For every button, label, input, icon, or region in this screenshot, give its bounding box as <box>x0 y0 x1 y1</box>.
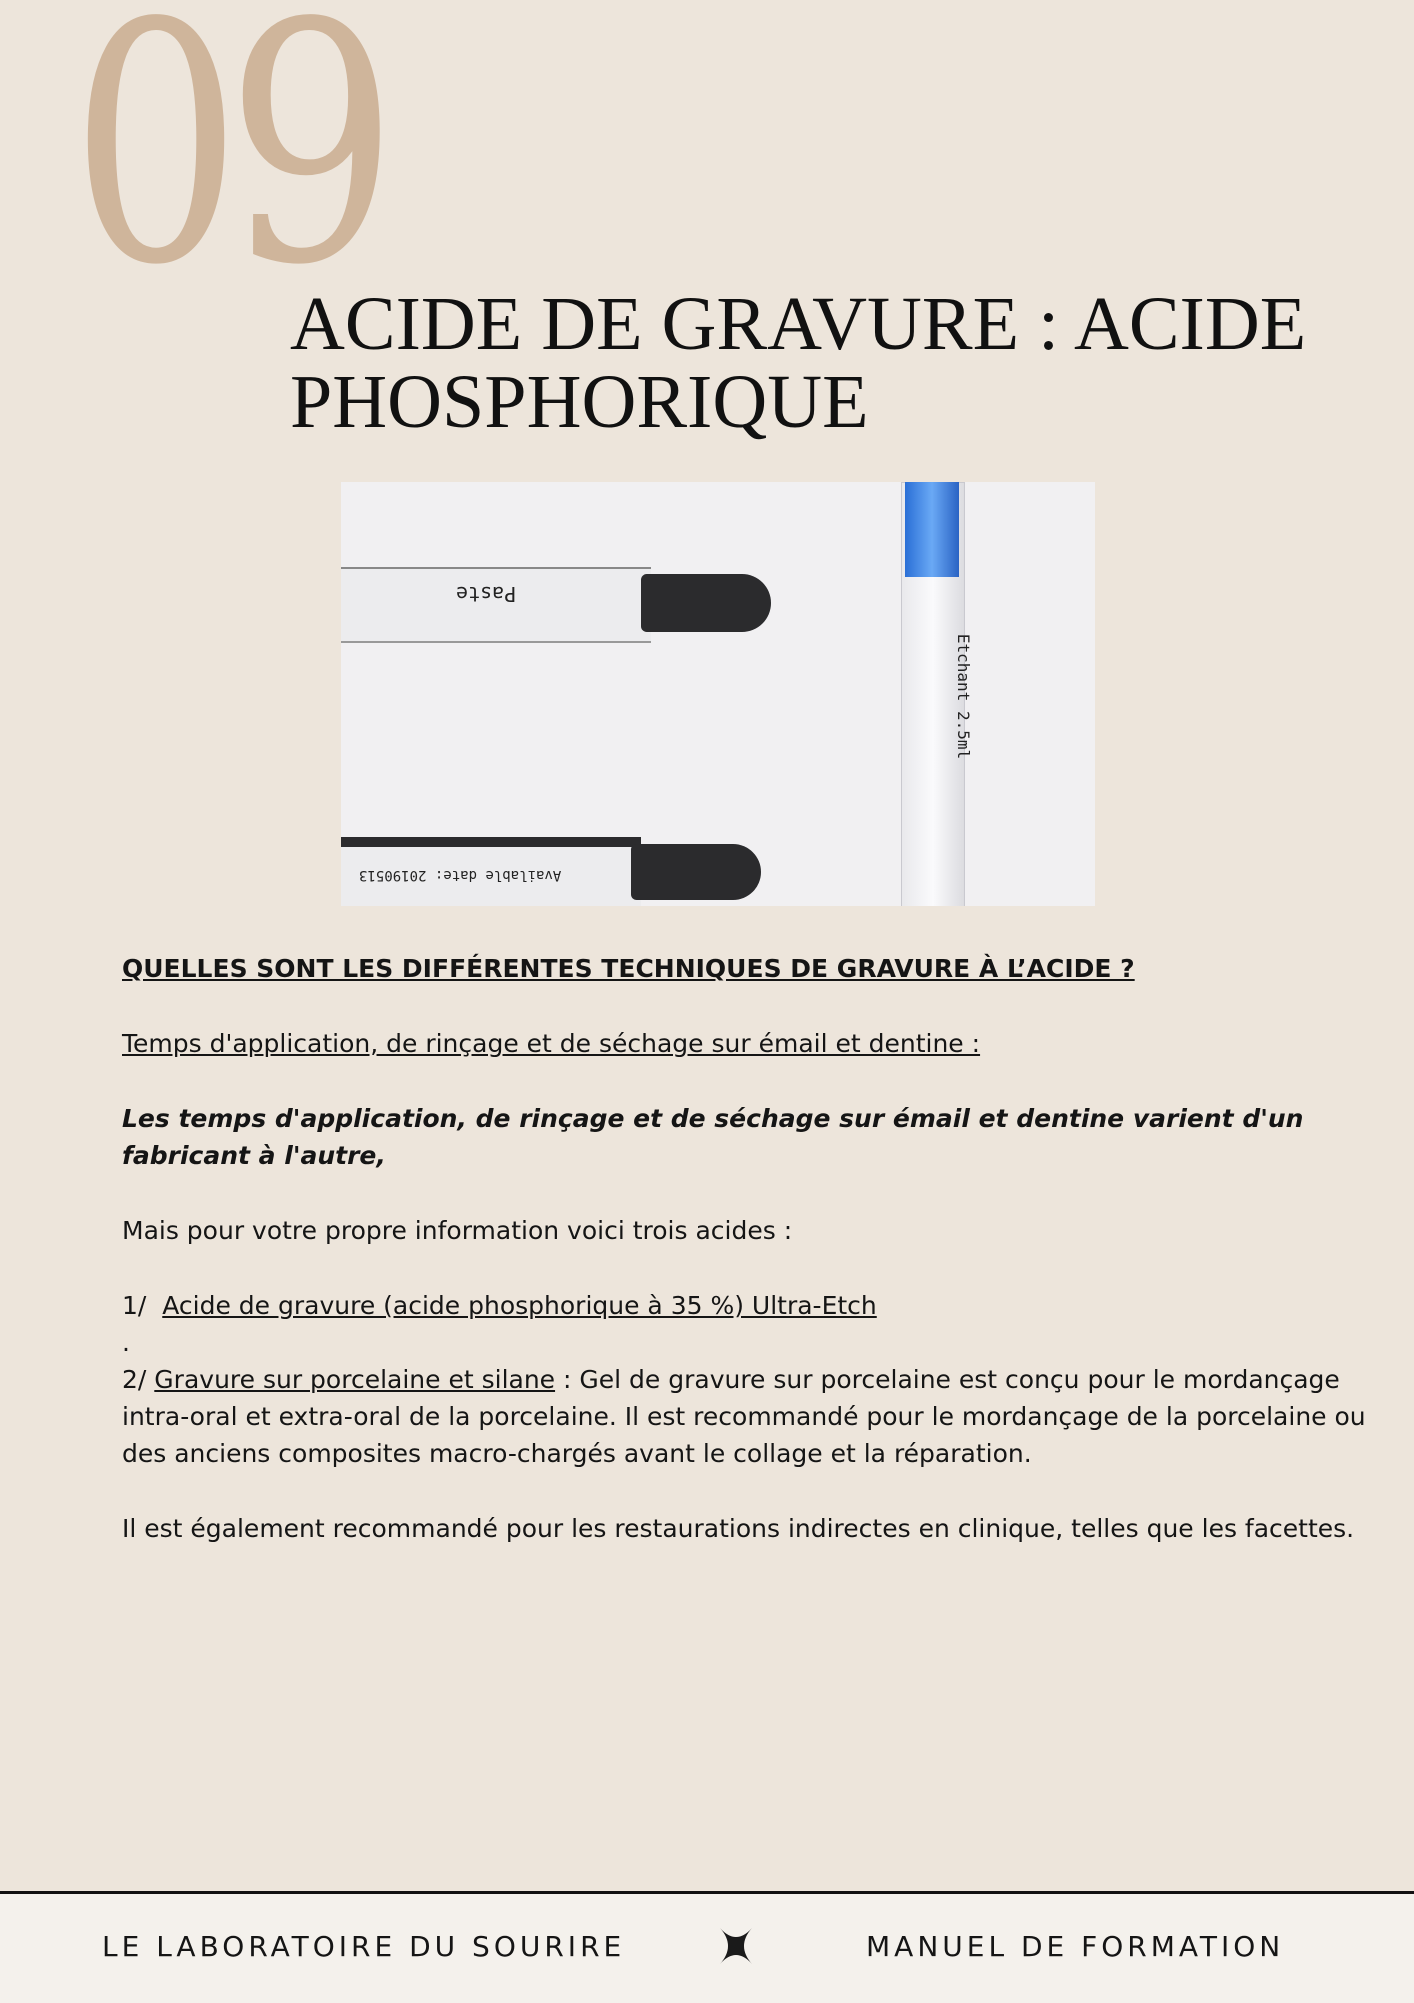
section-heading: QUELLES SONT LES DIFFÉRENTES TECHNIQUES DE GRAVURE À L’ACIDE ? <box>122 954 1135 983</box>
intro-text: Mais pour votre propre information voici trois acides : <box>122 1216 793 1245</box>
paste-tube-cap <box>641 574 771 632</box>
item-number: 2/ <box>122 1365 147 1394</box>
footer-doc-title: MANUEL DE FORMATION <box>866 1930 1285 1963</box>
list-item-separator: . <box>122 1328 130 1357</box>
etchant-label: Etchant 2.5ml <box>954 633 974 760</box>
paste-label: Paste <box>456 582 517 606</box>
product-photo <box>341 482 1095 906</box>
chapter-number: 09 <box>70 0 382 337</box>
second-tube-cap <box>631 844 761 900</box>
closing-text: Il est également recommandé pour les restaurations indirectes en clinique, telles que les facettes. <box>122 1514 1355 1543</box>
item-description: : Gel de gravure sur porcelaine est conçu pour le mordançage intra-oral et extra-oral de la porcelaine. Il est recommandé pour le mordançage de la porcelaine ou des anciens composites macro-chargés avant le collage et la réparation. <box>122 1365 1366 1468</box>
item-number: 1/ <box>122 1291 147 1320</box>
list-item <box>122 1287 1382 1324</box>
footer <box>0 1891 1414 2003</box>
subheading: Temps d'application, de rinçage et de séchage sur émail et dentine : <box>122 1029 981 1058</box>
available-date-label: Available date: 20190513 <box>359 867 562 883</box>
syringe-tip <box>905 482 959 577</box>
four-point-star-icon <box>718 1926 754 1966</box>
footer-brand: LE LABORATOIRE DU SOURIRE <box>102 1930 626 1963</box>
acid-link-ultra-etch[interactable]: Acide de gravure (acide phosphorique à 35 %) Ultra-Etch <box>162 1291 877 1320</box>
list-item <box>122 1361 1382 1472</box>
body-content <box>122 950 1382 1547</box>
page-title: ACIDE DE GRAVURE : ACIDE PHOSPHORIQUE <box>290 282 1307 444</box>
emphasis-text: Les temps d'application, de rinçage et de séchage sur émail et dentine varient d'un fabricant à l'autre, <box>122 1104 1304 1170</box>
acid-link-porcelain-silane[interactable]: Gravure sur porcelaine et silane <box>154 1365 556 1394</box>
